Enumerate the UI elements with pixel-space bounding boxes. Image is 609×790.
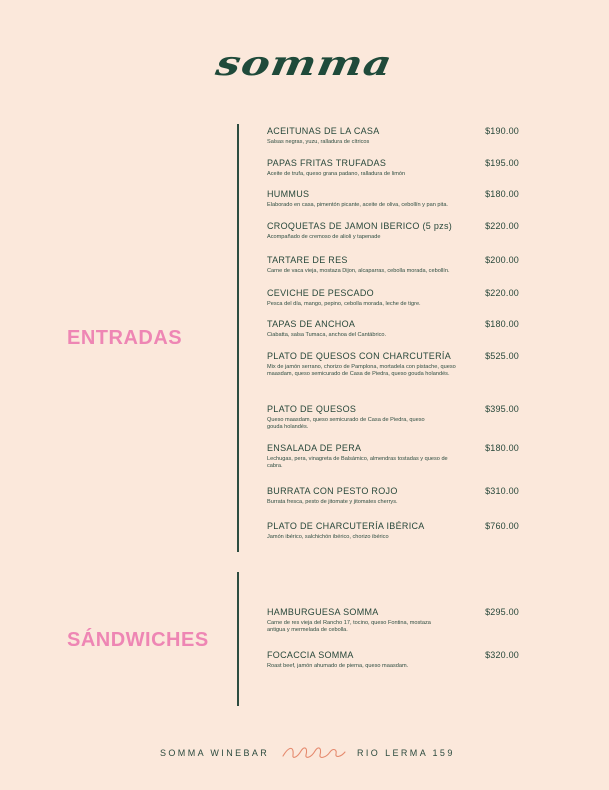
item-price: $190.00: [485, 126, 519, 136]
item-price: $200.00: [485, 255, 519, 265]
item-price: $220.00: [485, 221, 519, 231]
menu-item: [267, 319, 519, 339]
item-description: Burrata fresca, pesto de jitomate y jitomates cherrys.: [267, 499, 398, 505]
item-name: TAPAS DE ANCHOA: [267, 319, 356, 329]
script-flourish-icon: [281, 743, 347, 763]
divider-line: [237, 124, 239, 552]
menu-item: [267, 255, 519, 275]
item-description: Ciabatta, salsa Tumaca, anchoa del Cantábrico.: [267, 332, 387, 338]
item-name: PLATO DE QUESOS: [267, 404, 357, 414]
menu-item: [267, 288, 519, 308]
item-name: PLATO DE QUESOS CON CHARCUTERÍA: [267, 351, 451, 361]
item-price: $180.00: [485, 443, 519, 453]
item-name: FOCACCIA SOMMA: [267, 650, 354, 660]
item-name: ACEITUNAS DE LA CASA: [267, 126, 380, 136]
logo: [0, 44, 609, 84]
item-description: Carne de vaca vieja, mostaza Dijon, alcaparras, cebolla morada, cebollín.: [267, 268, 450, 274]
item-price: $295.00: [485, 607, 519, 617]
item-name: TARTARE DE RES: [267, 255, 348, 265]
item-description: Mix de jamón serrano, chorizo de Pamplona, mortadela con pistache, queso maasdam, queso semicurado de Casa de Piedra, queso gouda holandés.: [267, 364, 456, 377]
item-description: Lechugas, pera, vinagreta de Balsámico, almendras tostadas y queso de cabra.: [267, 456, 448, 469]
item-price: $195.00: [485, 158, 519, 168]
item-name: BURRATA CON PESTO ROJO: [267, 486, 398, 496]
footer-address: RIO LERMA 159: [357, 748, 455, 758]
menu-item: [267, 521, 519, 541]
menu-item: [267, 607, 519, 634]
menu-item: [267, 189, 519, 209]
section-title-sandwiches: SÁNDWICHES: [67, 629, 209, 651]
item-description: Salsas negras, yuzu, ralladura de cítricos: [267, 139, 370, 145]
menu-item: [267, 443, 519, 470]
section-title-entradas: ENTRADAS: [67, 327, 183, 349]
item-description: Elaborado en casa, pimentón picante, aceite de oliva, cebollín y pan pita.: [267, 202, 448, 208]
menu-item: [267, 650, 519, 670]
item-price: $760.00: [485, 521, 519, 531]
item-name: PAPAS FRITAS TRUFADAS: [267, 158, 387, 168]
item-price: $180.00: [485, 319, 519, 329]
item-price: $320.00: [485, 650, 519, 660]
item-name: HAMBURGUESA SOMMA: [267, 607, 379, 617]
item-description: Jamón ibérico, salchichón ibérico, chorizo ibérico: [267, 534, 389, 540]
menu-item: [267, 158, 519, 178]
item-description: Aceite de trufa, queso grana padano, ralladura de limón: [267, 171, 406, 177]
item-description: Roast beef, jamón ahumado de pierna, queso maasdam.: [267, 663, 409, 669]
item-description: Acompañado de cremoso de alioli y tapenade: [267, 234, 381, 240]
item-description: Queso maasdam, queso semicurado de Casa de Piedra, queso gouda holandés.: [267, 417, 425, 430]
menu-item: [267, 486, 519, 506]
item-price: $220.00: [485, 288, 519, 298]
item-description: Pesca del día, mango, pepino, cebolla morada, leche de tigre.: [267, 301, 421, 307]
item-name: CROQUETAS DE JAMON IBERICO (5 pzs): [267, 221, 453, 231]
logo-text: somma: [212, 44, 397, 84]
item-name: ENSALADA DE PERA: [267, 443, 362, 453]
menu-item: [267, 126, 519, 146]
item-description: Carne de res vieja del Rancho 17, tocino, queso Fontina, mostaza antigua y mermelada de cebolla.: [267, 620, 431, 633]
item-price: $525.00: [485, 351, 519, 361]
footer-venue-name: SOMMA WINEBAR: [160, 748, 270, 758]
item-price: $310.00: [485, 486, 519, 496]
item-price: $180.00: [485, 189, 519, 199]
item-name: PLATO DE CHARCUTERÍA IBÉRICA: [267, 521, 425, 531]
item-price: $395.00: [485, 404, 519, 414]
menu-item: [267, 404, 519, 431]
menu-item: [267, 351, 519, 378]
item-name: HUMMUS: [267, 189, 310, 199]
item-name: CEVICHE DE PESCADO: [267, 288, 374, 298]
menu-item: [267, 221, 519, 241]
divider-line: [237, 572, 239, 706]
